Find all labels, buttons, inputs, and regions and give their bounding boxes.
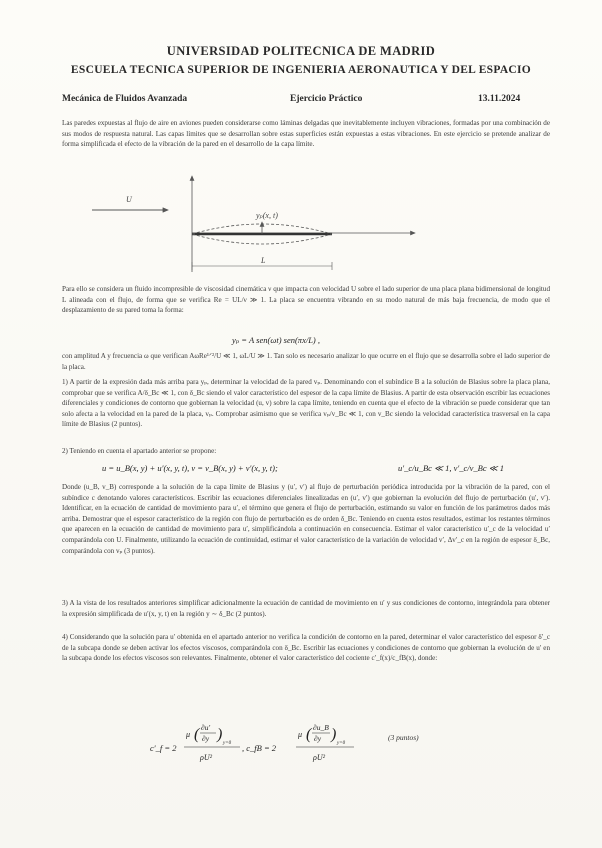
question-3: 3) A la vista de los resultados anteriores simplificar adicionalmente la ecuación de cantidad de movimiento en u′ y sus condiciones de contorno, integrándola para obtener la expresión simplificada de u′(x, y, t) en la región y ∼ δ_Bc (2 puntos). [62, 599, 550, 618]
rho-u2-1: ρU² [200, 753, 213, 762]
rho-u2-2: ρU² [313, 753, 326, 762]
wall-deformation-down [192, 234, 332, 244]
cf-b-lhs: , c_fB = 2 [242, 743, 277, 753]
university-title: UNIVERSIDAD POLITECNICA DE MADRID [166, 44, 436, 58]
mu-1: μ [186, 730, 191, 739]
exercise-title: Ejercicio Práctico [290, 94, 363, 104]
at-wall-1: y=0 [223, 741, 232, 746]
length-label: L [261, 256, 266, 265]
decomposition-equation: u = u_B(x, y) + u′(x, y, t), v = v_B(x, y) + v′(x, y, t); [102, 463, 278, 473]
flow-label: U [126, 195, 132, 204]
question-2-intro: 2) Teniendo en cuenta el apartado anterior se propone: [62, 447, 217, 455]
question-2: Donde (u_B, v_B) corresponde a la solución de la capa límite de Blasius y (u′, v′) al flujo de perturbación periódica introducida por la vibración de la pared, con el subíndice c denotando valores característicos. Escribir las ecuaciones diferenciales linealizadas en (u′, v′) que gobiernan la evolución del flujo de perturbación (u′, v′). Identificar, en la ecuación de cantidad de movimiento para u′, el término que genera el flujo de perturbación, estimando su valor en función de los parámetros dados más arriba. Demostrar que el espesor característico de la región con flujo de perturbación es de orden δ_Bc. Teniendo en cuenta estos resultados, estimar los restantes términos que aparecen en la ecuación de cantidad de movimiento para u′, simplificándola a continuación en consecuencia. Estimar el valor característico u′_c de la velocidad u′ comparándola con U. Finalmente, utilizando la ecuación de continuidad, estimar el valor característico de la variación de velocidad v′, Δv′_c en la región de espesor δ_Bc, comparándola con vₚ (3 puntos). [62, 483, 550, 555]
paren-close-1: ) [217, 726, 223, 743]
dy-2: ∂y [314, 734, 322, 743]
perturbation-conditions: u′_c/u_Bc ≪ 1, v′_c/v_Bc ≪ 1 [398, 463, 505, 473]
wall-displacement-equation: yₚ = A sen(ωt) sen(πx/L) , [232, 335, 321, 345]
friction-formula [150, 718, 480, 778]
mu-2: μ [298, 730, 303, 739]
points-label: (3 puntos) [388, 733, 419, 742]
du-prime: ∂u′ [201, 723, 211, 732]
exam-date: 13.11.2024 [478, 94, 521, 104]
course-title: Mecánica de Fluidos Avanzada [62, 94, 188, 104]
setup-paragraph: Para ello se considera un fluido incompresible de viscosidad cinemática ν que impacta con velocidad U sobre el lado superior de una placa plana bidimensional de longitud L alineada con el flujo, de forma que se verifica Re = UL/ν ≫ 1. La placa se encuentra vibrando en su modo natural de más baja frecuencia, de modo que el desplazamiento de su pared toma la forma: [62, 285, 550, 315]
amplitude-paragraph: con amplitud A y frecuencia ω que verifican AωRe¹ᐟ²/U ≪ 1, ωL/U ≫ 1. Tan solo es necesario analizar lo que ocurre en el flujo que se desarrolla sobre el lado superior de la placa. [62, 352, 550, 371]
school-title: ESCUELA TECNICA SUPERIOR DE INGENIERIA AERONAUTICA Y DEL ESPACIO [70, 64, 532, 76]
wall-label: yₚ(x, t) [256, 211, 278, 220]
plate-figure [80, 170, 440, 280]
paren-open-2: ( [306, 726, 312, 743]
question-4: 4) Considerando que la solución para u′ obtenida en el apartado anterior no verifica la condición de contorno en la pared, determinar el valor característico del espesor δ′_c de la subcapa donde se deben activar los efectos viscosos, comparándola con δ_Bc. Escribir las ecuaciones y condiciones de contorno que gobiernan la evolución de u′ en la subcapa donde los efectos viscosos son relevantes. Finalmente, obtener el valor característico del cociente c′_f(x)/c_fB(x), donde: [62, 633, 550, 663]
question-1: 1) A partir de la expresión dada más arriba para yₚ, determinar la velocidad de la pared vₚ. Denominando con el subíndice B a la solución de Blasius sobre la placa plana, comprobar que se verifica A/δ_Bc ≪ 1, con δ_Bc siendo el valor característico del espesor de la capa límite de Blasius. A partir de esta observación escribir las ecuaciones diferenciales y condiciones de contorno que gobiernan la velocidad (u, v) sobre la capa límite, teniendo en cuenta que el efecto de la vibración se puede considerar que tan solo afecta a la velocidad en la pared de la placa, vₚ. Comprobar asimismo que se verifica vₚ/v_Bc ≪ 1, con v_Bc siendo la velocidad característica trasversal en la capa límite de Blasius (2 puntos). [62, 378, 550, 429]
paren-close-2: ) [331, 726, 337, 743]
dy-1: ∂y [202, 734, 210, 743]
intro-paragraph: Las paredes expuestas al flujo de aire en aviones pueden considerarse como láminas delgadas que inevitablemente incluyen vibraciones, formadas por una combinación de sus modos de respuesta natural. Las capas límites que se desarrollan sobre estas superficies están expuestas a estas vibraciones. En este ejercicio se pretende analizar de forma simplificada el efecto de la vibración de la pared en el desarrollo de la capa límite. [62, 119, 550, 149]
paren-open-1: ( [194, 726, 200, 743]
at-wall-2: y=0 [337, 741, 346, 746]
du-b: ∂u_B [313, 723, 329, 732]
cf-prime-lhs: c′_f = 2 [150, 743, 177, 753]
